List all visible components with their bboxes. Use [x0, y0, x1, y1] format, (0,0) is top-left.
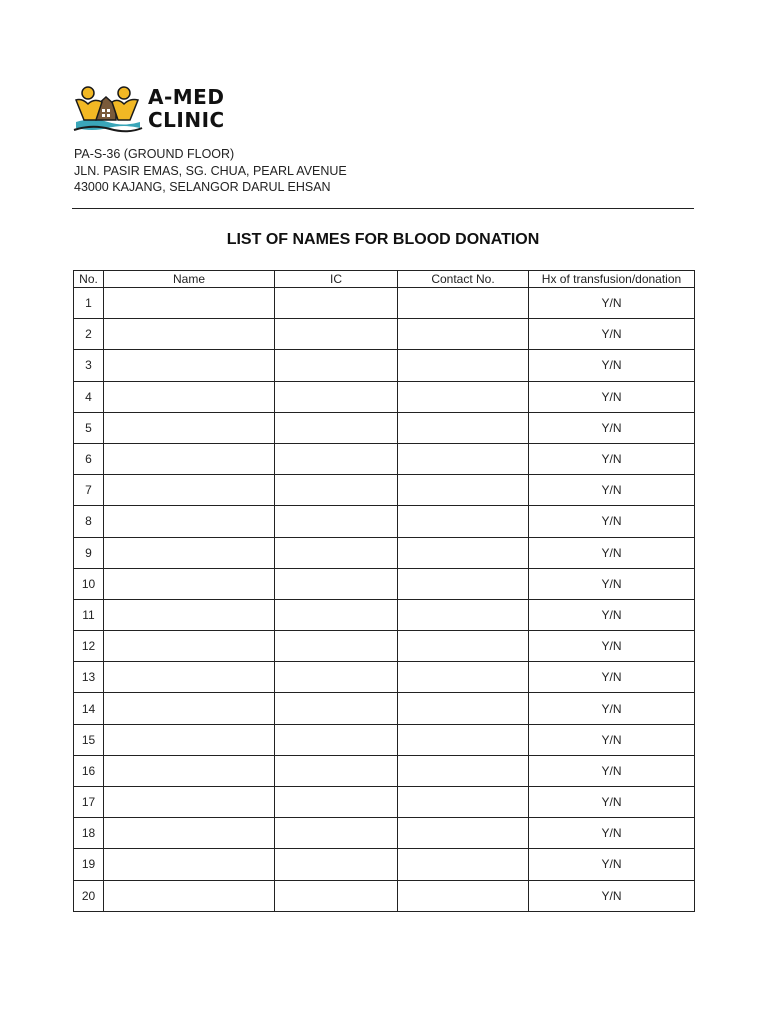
header-no: No. — [74, 271, 104, 288]
hx-cell[interactable]: Y/N — [529, 631, 695, 662]
name-cell[interactable] — [104, 443, 275, 474]
row-number: 15 — [74, 724, 104, 755]
contact-cell[interactable] — [398, 412, 529, 443]
clinic-address — [74, 146, 347, 196]
table-row — [74, 818, 695, 849]
name-cell[interactable] — [104, 599, 275, 630]
hx-cell[interactable]: Y/N — [529, 693, 695, 724]
header-hx: Hx of transfusion/donation — [529, 271, 695, 288]
hx-cell[interactable]: Y/N — [529, 443, 695, 474]
row-number: 13 — [74, 662, 104, 693]
name-cell[interactable] — [104, 693, 275, 724]
name-cell[interactable] — [104, 631, 275, 662]
contact-cell[interactable] — [398, 849, 529, 880]
ic-cell[interactable] — [275, 412, 398, 443]
table-row — [74, 288, 695, 319]
contact-cell[interactable] — [398, 631, 529, 662]
row-number: 17 — [74, 787, 104, 818]
name-cell[interactable] — [104, 787, 275, 818]
hx-cell[interactable]: Y/N — [529, 537, 695, 568]
header-divider — [72, 208, 694, 209]
table-row — [74, 724, 695, 755]
contact-cell[interactable] — [398, 787, 529, 818]
table-row — [74, 755, 695, 786]
contact-cell[interactable] — [398, 350, 529, 381]
ic-cell[interactable] — [275, 662, 398, 693]
hx-cell[interactable]: Y/N — [529, 599, 695, 630]
hx-cell[interactable]: Y/N — [529, 412, 695, 443]
row-number: 6 — [74, 443, 104, 474]
name-cell[interactable] — [104, 350, 275, 381]
hx-cell[interactable]: Y/N — [529, 350, 695, 381]
row-number: 12 — [74, 631, 104, 662]
name-cell[interactable] — [104, 662, 275, 693]
contact-cell[interactable] — [398, 537, 529, 568]
contact-cell[interactable] — [398, 381, 529, 412]
ic-cell[interactable] — [275, 288, 398, 319]
name-cell[interactable] — [104, 506, 275, 537]
ic-cell[interactable] — [275, 787, 398, 818]
name-cell[interactable] — [104, 568, 275, 599]
ic-cell[interactable] — [275, 475, 398, 506]
hx-cell[interactable]: Y/N — [529, 787, 695, 818]
ic-cell[interactable] — [275, 818, 398, 849]
contact-cell[interactable] — [398, 724, 529, 755]
clinic-logo — [72, 84, 232, 136]
table-header-row — [74, 271, 695, 288]
ic-cell[interactable] — [275, 693, 398, 724]
address-line-1: PA-S-36 (GROUND FLOOR) — [74, 147, 235, 161]
name-cell[interactable] — [104, 755, 275, 786]
table-row — [74, 443, 695, 474]
address-line-3: 43000 KAJANG, SELANGOR DARUL EHSAN — [74, 180, 331, 194]
ic-cell[interactable] — [275, 755, 398, 786]
contact-cell[interactable] — [398, 506, 529, 537]
hx-cell[interactable]: Y/N — [529, 849, 695, 880]
table-row — [74, 849, 695, 880]
ic-cell[interactable] — [275, 599, 398, 630]
brand-line-1: A-MED — [148, 85, 225, 109]
ic-cell[interactable] — [275, 319, 398, 350]
name-cell[interactable] — [104, 319, 275, 350]
ic-cell[interactable] — [275, 443, 398, 474]
ic-cell[interactable] — [275, 849, 398, 880]
row-number: 19 — [74, 849, 104, 880]
hx-cell[interactable]: Y/N — [529, 319, 695, 350]
contact-cell[interactable] — [398, 818, 529, 849]
clinic-logo-icon — [72, 84, 144, 134]
contact-cell[interactable] — [398, 755, 529, 786]
table-row — [74, 787, 695, 818]
row-number: 18 — [74, 818, 104, 849]
row-number: 11 — [74, 599, 104, 630]
name-cell[interactable] — [104, 849, 275, 880]
ic-cell[interactable] — [275, 724, 398, 755]
address-line-2: JLN. PASIR EMAS, SG. CHUA, PEARL AVENUE — [74, 163, 347, 178]
row-number: 5 — [74, 412, 104, 443]
ic-cell[interactable] — [275, 506, 398, 537]
hx-cell[interactable]: Y/N — [529, 568, 695, 599]
contact-cell[interactable] — [398, 880, 529, 911]
row-number: 2 — [74, 319, 104, 350]
contact-cell[interactable] — [398, 662, 529, 693]
header-ic: IC — [275, 271, 398, 288]
brand-name — [148, 86, 225, 132]
brand-line-2: CLINIC — [148, 108, 225, 132]
table-body — [74, 288, 695, 912]
name-cell[interactable] — [104, 880, 275, 911]
table-row — [74, 506, 695, 537]
ic-cell[interactable] — [275, 880, 398, 911]
row-number: 20 — [74, 880, 104, 911]
name-cell[interactable] — [104, 288, 275, 319]
hx-cell[interactable]: Y/N — [529, 288, 695, 319]
contact-cell[interactable] — [398, 693, 529, 724]
row-number: 16 — [74, 755, 104, 786]
contact-cell[interactable] — [398, 288, 529, 319]
table-row — [74, 475, 695, 506]
hx-cell[interactable]: Y/N — [529, 755, 695, 786]
contact-cell[interactable] — [398, 568, 529, 599]
ic-cell[interactable] — [275, 381, 398, 412]
header-name: Name — [104, 271, 275, 288]
name-cell[interactable] — [104, 724, 275, 755]
contact-cell[interactable] — [398, 443, 529, 474]
row-number: 8 — [74, 506, 104, 537]
name-cell[interactable] — [104, 412, 275, 443]
document-title: LIST OF NAMES FOR BLOOD DONATION — [226, 231, 540, 248]
row-number: 1 — [74, 288, 104, 319]
table-row — [74, 631, 695, 662]
hx-cell[interactable]: Y/N — [529, 506, 695, 537]
row-number: 14 — [74, 693, 104, 724]
hx-cell[interactable]: Y/N — [529, 724, 695, 755]
table-row — [74, 412, 695, 443]
donor-table — [73, 270, 695, 912]
table-row — [74, 568, 695, 599]
row-number: 9 — [74, 537, 104, 568]
table-row — [74, 319, 695, 350]
hx-cell[interactable]: Y/N — [529, 381, 695, 412]
contact-cell[interactable] — [398, 475, 529, 506]
table-row — [74, 880, 695, 911]
hx-cell[interactable]: Y/N — [529, 662, 695, 693]
table-row — [74, 381, 695, 412]
row-number: 3 — [74, 350, 104, 381]
row-number: 10 — [74, 568, 104, 599]
hx-cell[interactable]: Y/N — [529, 818, 695, 849]
ic-cell[interactable] — [275, 568, 398, 599]
contact-cell[interactable] — [398, 599, 529, 630]
name-cell[interactable] — [104, 537, 275, 568]
ic-cell[interactable] — [275, 631, 398, 662]
table-row — [74, 537, 695, 568]
row-number: 4 — [74, 381, 104, 412]
hx-cell[interactable]: Y/N — [529, 880, 695, 911]
row-number: 7 — [74, 475, 104, 506]
ic-cell[interactable] — [275, 350, 398, 381]
table-row — [74, 599, 695, 630]
name-cell[interactable] — [104, 381, 275, 412]
contact-cell[interactable] — [398, 319, 529, 350]
hx-cell[interactable]: Y/N — [529, 475, 695, 506]
table-row — [74, 662, 695, 693]
header-contact: Contact No. — [398, 271, 529, 288]
name-cell[interactable] — [104, 475, 275, 506]
table-row — [74, 350, 695, 381]
name-cell[interactable] — [104, 818, 275, 849]
table-row — [74, 693, 695, 724]
ic-cell[interactable] — [275, 537, 398, 568]
